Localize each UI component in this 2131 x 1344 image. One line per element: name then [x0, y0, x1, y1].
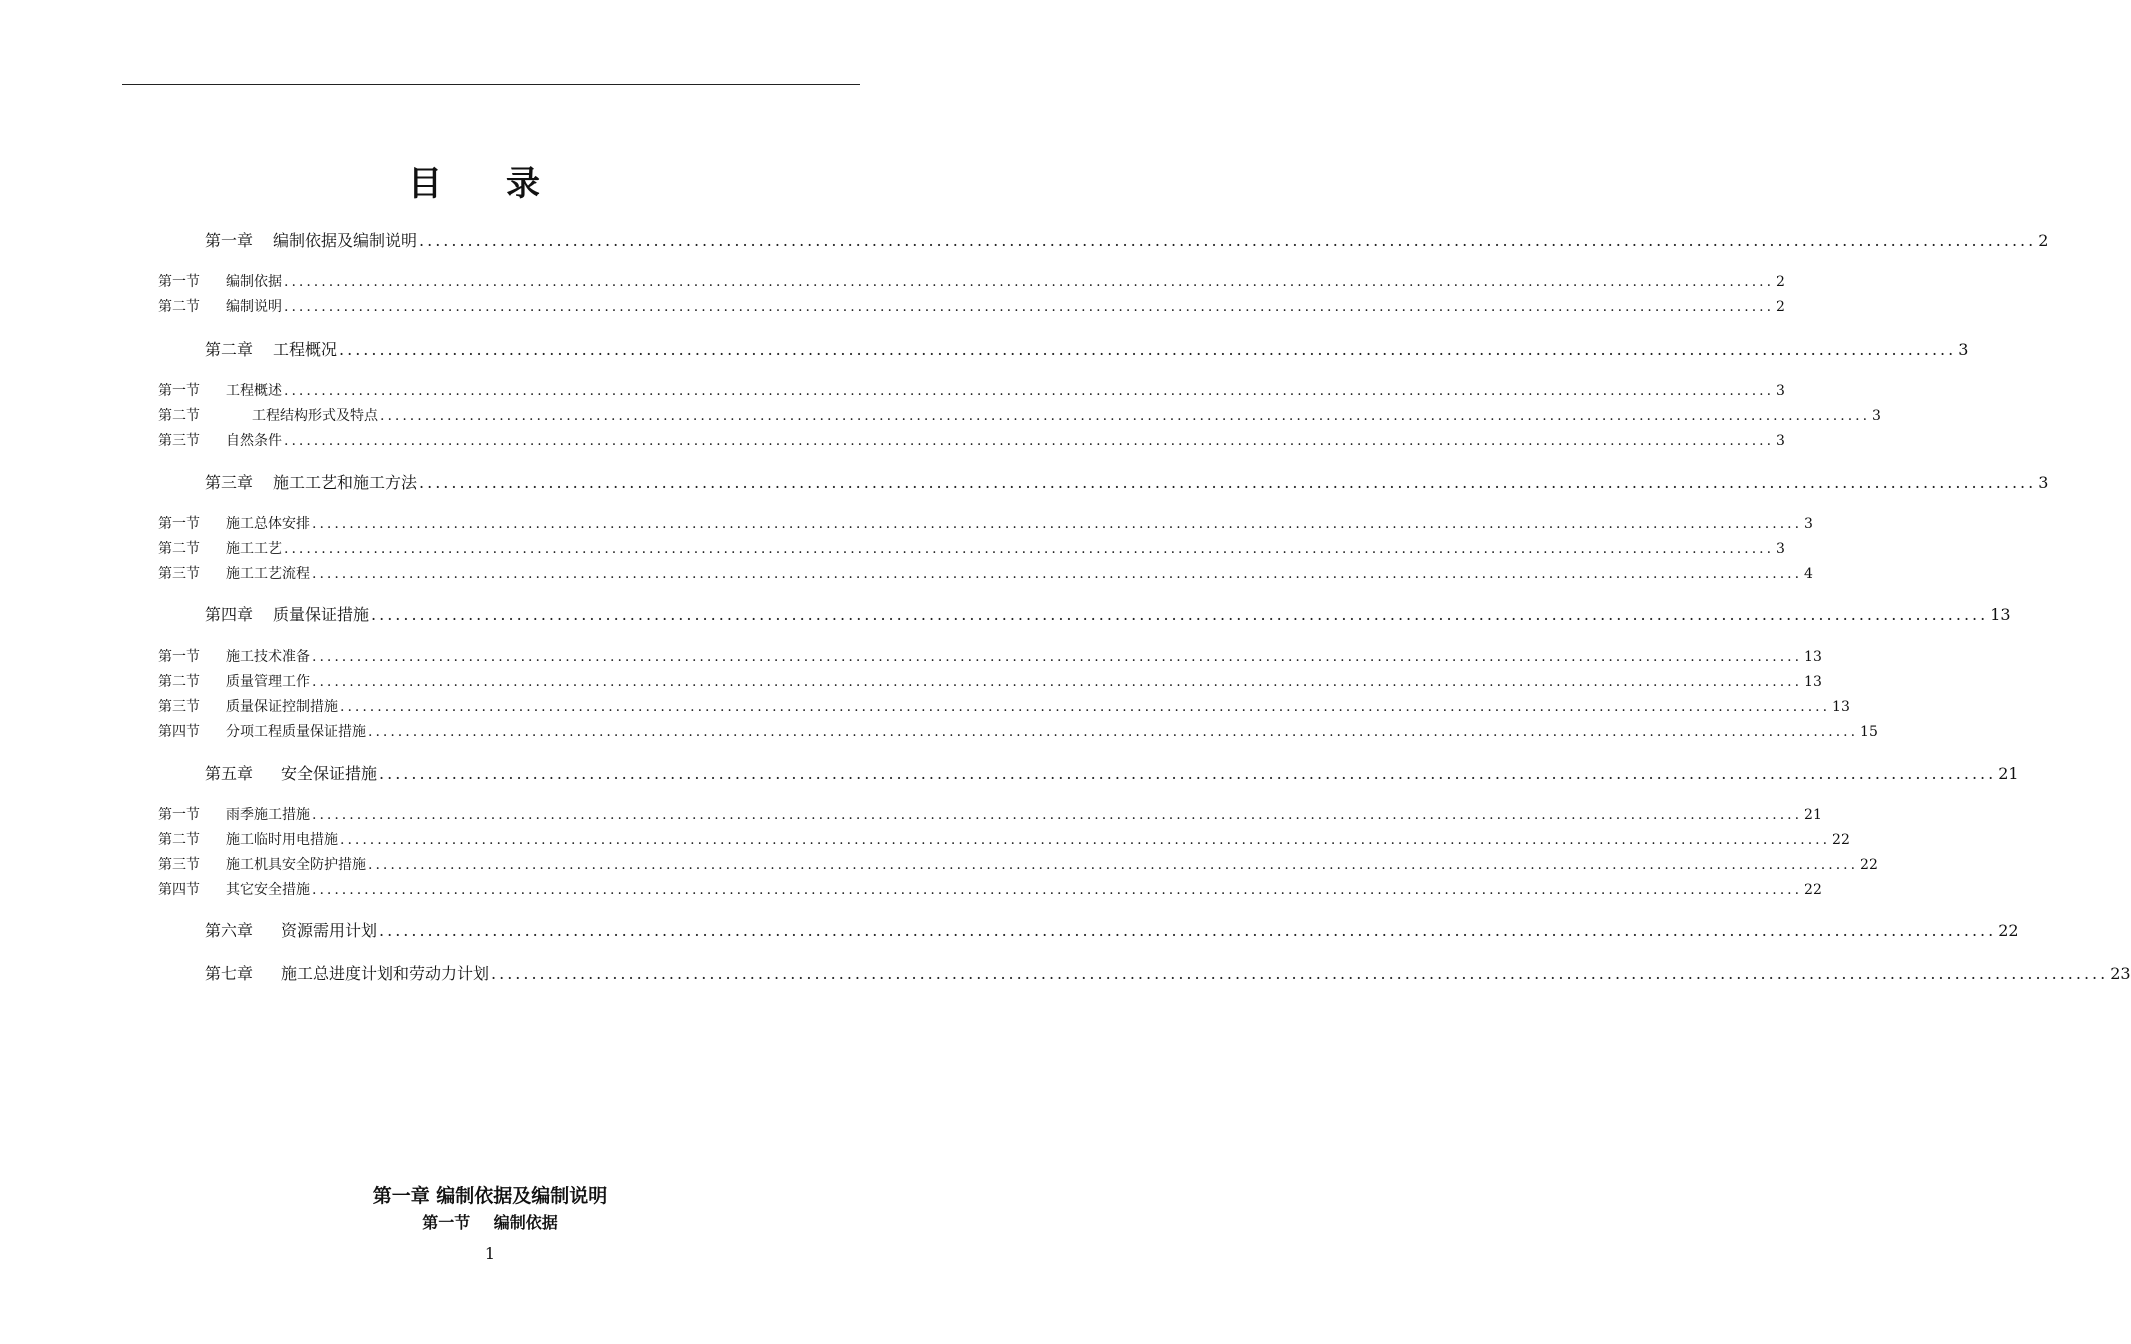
toc-section-entry[interactable] [158, 430, 1785, 450]
toc-leader-dots: ........................................................................................................................................................................................................ [340, 699, 1831, 715]
toc-entry-label: 第二章 [205, 340, 254, 359]
toc-entry-page: 22 [1998, 921, 2019, 940]
toc-entry-title: 自然条件 [226, 433, 282, 449]
toc-entry-title: 工程结构形式及特点 [252, 408, 378, 424]
toc-section-entry[interactable] [158, 879, 1822, 899]
toc-entry-label: 第三节 [158, 566, 200, 582]
toc-entry-label: 第三节 [158, 857, 200, 873]
toc-section-entry[interactable] [158, 646, 1822, 666]
toc-leader-dots: ........................................................................................................................................................................................................ [339, 340, 1957, 359]
toc-entry-page: 3 [1804, 516, 1813, 532]
toc-entry-label: 第七章 [205, 964, 254, 983]
toc-title [0, 156, 950, 205]
toc-entry-title: 施工技术准备 [226, 649, 310, 665]
toc-entry-label: 第一节 [158, 807, 200, 823]
toc-leader-dots: ........................................................................................................................................................................................................ [419, 231, 2037, 250]
toc-leader-dots: ........................................................................................................................................................................................................ [368, 857, 1859, 873]
toc-leader-dots: ........................................................................................................................................................................................................ [379, 921, 1997, 940]
toc-entry-label: 第一节 [158, 383, 200, 399]
toc-leader-dots: ........................................................................................................................................................................................................ [368, 724, 1859, 740]
toc-leader-dots: ........................................................................................................................................................................................................ [284, 433, 1775, 449]
toc-entry-label: 第三节 [158, 699, 200, 715]
toc-entry-label: 第一节 [158, 649, 200, 665]
toc-leader-dots: ........................................................................................................................................................................................................ [284, 383, 1775, 399]
toc-entry-title: 施工工艺流程 [226, 566, 310, 582]
toc-section-entry[interactable] [158, 696, 1850, 716]
toc-leader-dots: ........................................................................................................................................................................................................ [491, 964, 2109, 983]
toc-chapter-entry[interactable] [205, 961, 2131, 984]
toc-entry-title: 施工机具安全防护措施 [226, 857, 366, 873]
toc-entry-page: 3 [1776, 383, 1785, 399]
toc-entry-title: 雨季施工措施 [226, 807, 310, 823]
toc-entry-page: 2 [1776, 299, 1785, 315]
toc-entry-label: 第二节 [158, 674, 200, 690]
header-rule [122, 84, 860, 85]
toc-chapter-entry[interactable] [205, 470, 2049, 493]
toc-leader-dots: ........................................................................................................................................................................................................ [312, 674, 1803, 690]
toc-leader-dots: ........................................................................................................................................................................................................ [284, 541, 1775, 557]
toc-leader-dots: ........................................................................................................................................................................................................ [284, 274, 1775, 290]
toc-entry-title: 工程概述 [226, 383, 282, 399]
toc-entry-page: 13 [1804, 674, 1822, 690]
toc-entry-title: 编制依据 [226, 274, 282, 290]
toc-chapter-entry[interactable] [205, 228, 2049, 251]
toc-entry-label: 第一节 [158, 516, 200, 532]
toc-entry-label: 第五章 [205, 764, 254, 783]
toc-entry-title: 编制说明 [226, 299, 282, 315]
toc-entry-title: 工程概况 [273, 340, 338, 359]
toc-section-entry[interactable] [158, 854, 1878, 874]
toc-section-entry[interactable] [158, 538, 1785, 558]
section-heading: 第一节 编制依据 [422, 1213, 558, 1232]
toc-entry-title: 其它安全措施 [226, 882, 310, 898]
toc-entry-page: 13 [1804, 649, 1822, 665]
toc-entry-title: 质量保证措施 [273, 605, 370, 624]
toc-title-char-2: 录 [506, 164, 542, 204]
toc-entry-label: 第四节 [158, 724, 200, 740]
toc-leader-dots: ........................................................................................................................................................................................................ [312, 882, 1803, 898]
toc-entry-title: 质量管理工作 [226, 674, 310, 690]
toc-entry-title: 施工工艺 [226, 541, 282, 557]
toc-entry-title: 分项工程质量保证措施 [226, 724, 366, 740]
toc-entry-page: 22 [1804, 882, 1822, 898]
toc-title-char-1: 目 [408, 164, 444, 204]
toc-entry-page: 23 [2110, 964, 2131, 983]
toc-section-entry[interactable] [158, 721, 1878, 741]
toc-entry-page: 3 [1872, 408, 1881, 424]
toc-entry-label: 第三章 [205, 473, 254, 492]
toc-entry-label: 第二节 [158, 832, 200, 848]
toc-entry-page: 13 [1990, 605, 2011, 624]
toc-section-entry[interactable] [158, 513, 1813, 533]
toc-section-entry[interactable] [158, 405, 1881, 425]
toc-entry-page: 15 [1860, 724, 1878, 740]
toc-section-entry[interactable] [158, 563, 1813, 583]
toc-chapter-entry[interactable] [205, 918, 2019, 941]
toc-entry-page: 3 [1958, 340, 1969, 359]
toc-entry-page: 3 [2038, 473, 2049, 492]
page-number: 1 [484, 1244, 496, 1263]
toc-section-entry[interactable] [158, 296, 1785, 316]
toc-leader-dots: ........................................................................................................................................................................................................ [379, 764, 1997, 783]
toc-chapter-entry[interactable] [205, 337, 1969, 360]
toc-leader-dots: ........................................................................................................................................................................................................ [340, 832, 1831, 848]
toc-entry-title: 编制依据及编制说明 [273, 231, 418, 250]
toc-entry-page: 21 [1804, 807, 1822, 823]
toc-entry-page: 22 [1832, 832, 1850, 848]
toc-section-entry[interactable] [158, 271, 1785, 291]
toc-entry-page: 2 [1776, 274, 1785, 290]
toc-entry-label: 第二节 [158, 299, 200, 315]
toc-chapter-entry[interactable] [205, 602, 2011, 625]
toc-entry-page: 21 [1998, 764, 2019, 783]
toc-entry-page: 4 [1804, 566, 1813, 582]
toc-section-entry[interactable] [158, 380, 1785, 400]
toc-entry-title: 施工总进度计划和劳动力计划 [281, 964, 490, 983]
toc-entry-label: 第六章 [205, 921, 254, 940]
toc-leader-dots: ........................................................................................................................................................................................................ [419, 473, 2037, 492]
toc-entry-title: 安全保证措施 [281, 764, 378, 783]
toc-entry-label: 第一节 [158, 274, 200, 290]
toc-leader-dots: ........................................................................................................................................................................................................ [380, 408, 1871, 424]
toc-entry-page: 3 [1776, 541, 1785, 557]
toc-entry-label: 第二节 [158, 408, 200, 424]
toc-section-entry[interactable] [158, 804, 1822, 824]
toc-entry-page: 2 [2038, 231, 2049, 250]
toc-entry-label: 第一章 [205, 231, 254, 250]
toc-entry-label: 第三节 [158, 433, 200, 449]
toc-chapter-entry[interactable] [205, 761, 2019, 784]
toc-leader-dots: ........................................................................................................................................................................................................ [312, 807, 1803, 823]
toc-entry-title: 施工工艺和施工方法 [273, 473, 418, 492]
chapter-heading: 第一章 编制依据及编制说明 [372, 1185, 608, 1207]
toc-entry-page: 3 [1776, 433, 1785, 449]
toc-section-entry[interactable] [158, 829, 1850, 849]
toc-entry-title: 施工总体安排 [226, 516, 310, 532]
toc-entry-title: 质量保证控制措施 [226, 699, 338, 715]
toc-entry-page: 22 [1860, 857, 1878, 873]
toc-leader-dots: ........................................................................................................................................................................................................ [312, 649, 1803, 665]
toc-leader-dots: ........................................................................................................................................................................................................ [371, 605, 1989, 624]
toc-leader-dots: ........................................................................................................................................................................................................ [312, 566, 1803, 582]
toc-entry-label: 第二节 [158, 541, 200, 557]
toc-entry-title: 资源需用计划 [281, 921, 378, 940]
toc-leader-dots: ........................................................................................................................................................................................................ [312, 516, 1803, 532]
toc-entry-label: 第四章 [205, 605, 254, 624]
toc-leader-dots: ........................................................................................................................................................................................................ [284, 299, 1775, 315]
toc-entry-label: 第四节 [158, 882, 200, 898]
toc-entry-page: 13 [1832, 699, 1850, 715]
toc-entry-title: 施工临时用电措施 [226, 832, 338, 848]
toc-section-entry[interactable] [158, 671, 1822, 691]
